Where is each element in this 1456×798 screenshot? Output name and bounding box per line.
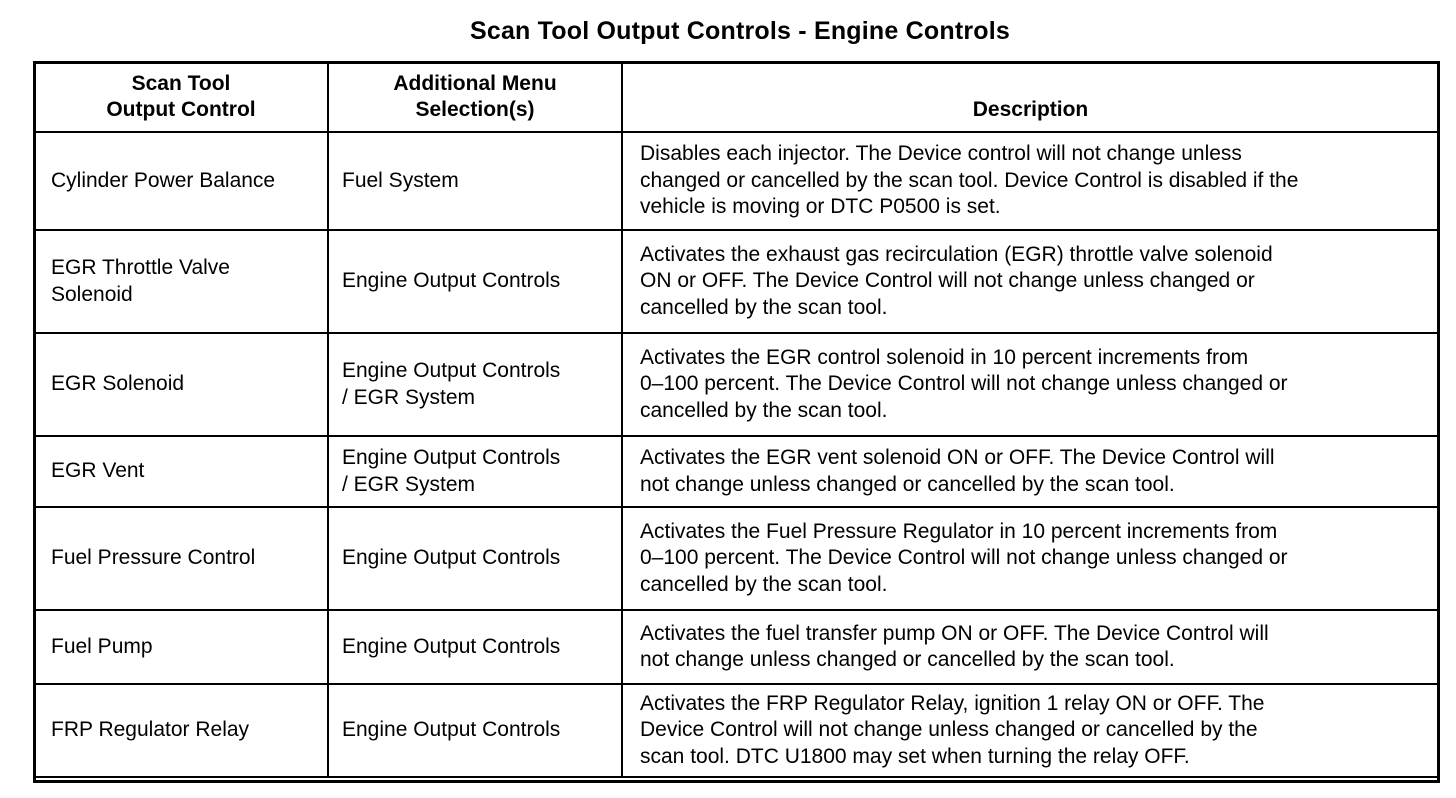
cell-line: 0–100 percent. The Device Control will not change unless changed or — [640, 546, 1288, 570]
header-menu-selection — [328, 62, 622, 132]
cell-line: Engine Output Controls — [342, 359, 561, 382]
header-description — [622, 62, 1439, 132]
cell-line: Activates the EGR vent solenoid ON or OFF. The Device Control will — [640, 446, 1275, 469]
cell-line: / EGR System — [342, 472, 476, 496]
description-cell — [622, 132, 1439, 230]
header-line: Description — [972, 98, 1089, 121]
output-control-cell — [34, 684, 328, 777]
cell-line: Activates the EGR control solenoid in 10 percent increments from — [640, 345, 1249, 369]
header-line: Output Control — [106, 98, 256, 121]
cell-line: Engine Output Controls — [342, 446, 561, 469]
cell-line: Engine Output Controls — [342, 546, 561, 570]
table-row — [34, 610, 1439, 684]
table-row — [34, 436, 1439, 507]
cell-line: EGR Throttle Valve — [51, 256, 230, 279]
cell-line: / EGR System — [342, 385, 476, 409]
description-cell — [622, 610, 1439, 684]
output-controls-table — [33, 61, 1440, 778]
header-line: Additional Menu — [393, 71, 557, 95]
description-cell — [622, 333, 1439, 436]
description-cell — [622, 684, 1439, 777]
output-control-cell — [34, 132, 328, 230]
header-line: Selection(s) — [415, 98, 535, 121]
menu-selection-cell — [328, 132, 622, 230]
output-control-cell — [34, 507, 328, 610]
menu-selection-cell — [328, 333, 622, 436]
table-row — [34, 230, 1439, 333]
cell-line: Disables each injector. The Device control will not change unless — [640, 142, 1242, 166]
cell-line: Engine Output Controls — [342, 634, 561, 658]
output-control-cell — [34, 333, 328, 436]
cell-line: EGR Vent — [51, 459, 145, 483]
header-line: Scan Tool — [131, 71, 231, 95]
table-row — [34, 684, 1439, 777]
cell-line: cancelled by the scan tool. — [640, 572, 888, 596]
table-row — [34, 132, 1439, 230]
cell-line: Activates the Fuel Pressure Regulator in 10 percent increments from — [640, 519, 1278, 543]
table-row — [34, 333, 1439, 436]
description-cell — [622, 507, 1439, 610]
cell-line: Device Control will not change unless changed or cancelled by the — [640, 718, 1258, 742]
menu-selection-cell — [328, 684, 622, 777]
cell-line: Fuel Pressure Control — [51, 546, 256, 570]
cell-line: Fuel Pump — [51, 634, 153, 658]
cell-line: Engine Output Controls — [342, 718, 561, 742]
cell-line: ON or OFF. The Device Control will not change unless changed or — [640, 269, 1255, 293]
menu-selection-cell — [328, 610, 622, 684]
cell-line: cancelled by the scan tool. — [640, 398, 888, 422]
cell-line: Activates the FRP Regulator Relay, ignition 1 relay ON or OFF. The — [640, 691, 1265, 715]
cell-line: Solenoid — [51, 282, 133, 306]
output-control-cell — [34, 230, 328, 333]
cell-line: changed or cancelled by the scan tool. Device Control is disabled if the — [640, 168, 1299, 192]
cell-line: not change unless changed or cancelled by the scan tool. — [640, 648, 1175, 671]
cell-line: Engine Output Controls — [342, 269, 561, 293]
page-title: Scan Tool Output Controls - Engine Controls — [469, 17, 1011, 45]
menu-selection-cell — [328, 507, 622, 610]
header-spacer — [631, 71, 1430, 98]
table-row — [34, 507, 1439, 610]
description-cell — [622, 436, 1439, 507]
menu-selection-cell — [328, 436, 622, 507]
cell-line: Activates the fuel transfer pump ON or OFF. The Device Control will — [640, 621, 1269, 645]
cell-line: not change unless changed or cancelled by the scan tool. — [640, 472, 1175, 496]
cell-line: 0–100 percent. The Device Control will not change unless changed or — [640, 372, 1288, 396]
cell-line: scan tool. DTC U1800 may set when turning the relay OFF. — [640, 744, 1190, 768]
cell-line: Cylinder Power Balance — [51, 168, 276, 192]
menu-selection-cell — [328, 230, 622, 333]
output-control-cell — [34, 436, 328, 507]
table-body — [34, 132, 1439, 777]
description-cell — [622, 230, 1439, 333]
output-control-cell — [34, 610, 328, 684]
cell-line: Activates the exhaust gas recirculation (EGR) throttle valve solenoid — [640, 242, 1273, 266]
table-header-row — [34, 62, 1439, 132]
cell-line: EGR Solenoid — [51, 372, 185, 396]
cell-line: FRP Regulator Relay — [51, 718, 250, 742]
cell-line: Fuel System — [342, 168, 459, 192]
cell-line: cancelled by the scan tool. — [640, 295, 888, 319]
cell-line: vehicle is moving or DTC P0500 is set. — [640, 195, 1001, 219]
header-output-control — [34, 62, 328, 132]
